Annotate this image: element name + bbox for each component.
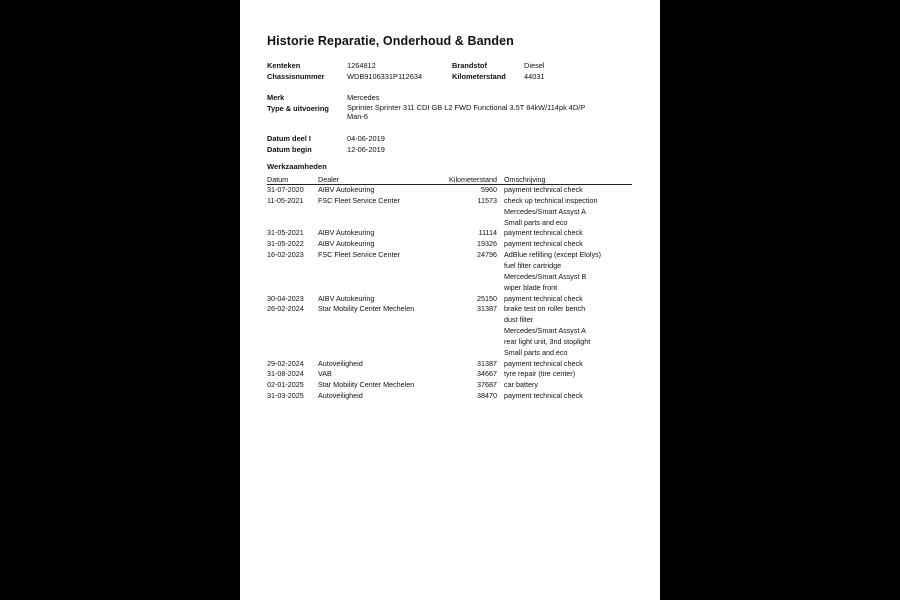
cell-dealer: AIBV Autokeuring	[318, 228, 375, 238]
table-row	[240, 207, 660, 218]
chassis-label: Chassisnummer	[267, 72, 325, 81]
cell-km: 31387	[477, 358, 497, 368]
cell-date: 31-03-2025	[267, 391, 304, 401]
cell-desc: payment technical check	[504, 391, 583, 401]
cell-desc: dust filter	[504, 315, 534, 325]
table-row	[240, 283, 660, 294]
cell-desc: payment technical check	[504, 228, 583, 238]
table-row	[240, 228, 660, 239]
cell-dealer: AIBV Autokeuring	[318, 293, 375, 303]
datum-deel-value: 04-06-2019	[347, 134, 385, 143]
table-row	[240, 261, 660, 272]
cell-km: 5960	[481, 185, 497, 194]
kenteken-label: Kenteken	[267, 61, 301, 70]
cell-dealer: AIBV Autokeuring	[318, 185, 375, 194]
cell-km: 37687	[477, 380, 497, 390]
merk-label: Merk	[267, 93, 285, 102]
table-row	[240, 391, 660, 402]
cell-desc: rear light unit, 3nd stoplight	[504, 336, 591, 346]
cell-desc: payment technical check	[504, 239, 583, 249]
table-row	[240, 196, 660, 207]
cell-desc: car battery	[504, 380, 538, 390]
cell-dealer: FSC Fleet Service Center	[318, 195, 400, 205]
cell-desc: payment technical check	[504, 358, 583, 368]
table-row	[240, 272, 660, 283]
cell-dealer: Autoveiligheid	[318, 391, 363, 401]
brandstof-value: Diesel	[524, 61, 545, 70]
cell-desc: brake test on roller bench	[504, 304, 586, 314]
cell-date: 30-04-2023	[267, 293, 304, 303]
cell-desc: tyre repair (tire center)	[504, 369, 576, 379]
kenteken-value: 1264812	[347, 61, 376, 70]
cell-date: 31-07-2020	[267, 185, 304, 194]
document-page	[240, 0, 660, 600]
cell-desc: payment technical check	[504, 293, 583, 303]
col-header-date: Datum	[267, 175, 289, 184]
cell-date: 31-05-2021	[267, 228, 304, 238]
cell-date: 02-01-2025	[267, 380, 304, 390]
merk-value: Mercedes	[347, 93, 380, 102]
cell-desc: Small parts and eco	[504, 217, 568, 227]
km-label: Kilometerstand	[452, 72, 506, 81]
table-row	[240, 337, 660, 348]
cell-desc: Mercedes/Smart Assyst A	[504, 206, 586, 216]
table-row	[240, 294, 660, 305]
table-row	[240, 326, 660, 337]
cell-desc: wiper blade front	[504, 282, 558, 292]
table-row	[240, 315, 660, 326]
cell-date: 31-05-2022	[267, 239, 304, 249]
table-row	[240, 380, 660, 391]
page-title: Historie Reparatie, Onderhoud & Banden	[267, 34, 514, 48]
cell-desc: payment technical check	[504, 185, 583, 194]
cell-date: 26-02-2024	[267, 304, 304, 314]
col-header-dealer: Dealer	[318, 175, 340, 184]
cell-dealer: Star Mobility Center Mechelen	[318, 304, 415, 314]
cell-desc: fuel filter cartridge	[504, 260, 562, 270]
section-title: Werkzaamheden	[267, 162, 327, 171]
table-row	[240, 185, 660, 196]
table-row	[240, 304, 660, 315]
cell-date: 16-02-2023	[267, 250, 304, 260]
col-header-km: Kilometerstand	[449, 175, 497, 184]
cell-dealer: VAB	[318, 369, 332, 379]
table-row	[240, 250, 660, 261]
chassis-value: WDB9106331P112634	[347, 72, 423, 81]
cell-km: 31387	[477, 304, 497, 314]
cell-desc: Mercedes/Smart Assyst A	[504, 326, 586, 336]
cell-km: 19326	[477, 239, 497, 249]
datum-begin-value: 12-06-2019	[347, 145, 385, 154]
cell-desc: check up technical inspection	[504, 195, 598, 205]
cell-dealer: Star Mobility Center Mechelen	[318, 380, 415, 390]
cell-dealer: FSC Fleet Service Center	[318, 250, 400, 260]
cell-km: 34667	[477, 369, 497, 379]
datum-deel-label: Datum deel I	[267, 134, 311, 143]
cell-km: 11573	[477, 195, 497, 205]
cell-km: 24796	[477, 250, 497, 260]
cell-desc: Small parts and eco	[504, 347, 568, 357]
km-value: 44031	[524, 72, 545, 81]
type-value: Sprinter Sprinter 311 CDI GB L2 FWD Functional 3.5T 84kW/114pk 4D/P Man-6	[347, 103, 586, 121]
brandstof-label: Brandstof	[452, 61, 487, 70]
table-row	[240, 239, 660, 250]
cell-date: 31-08-2024	[267, 369, 304, 379]
cell-km: 38470	[477, 391, 497, 401]
cell-desc: Mercedes/Smart Assyst B	[504, 271, 587, 281]
cell-date: 29-02-2024	[267, 358, 304, 368]
col-header-desc: Omschrijving	[504, 175, 546, 184]
cell-dealer: Autoveiligheid	[318, 358, 363, 368]
table-row	[240, 348, 660, 359]
type-label: Type & uitvoering	[267, 104, 329, 113]
table-row	[240, 369, 660, 380]
cell-date: 11-05-2021	[267, 195, 304, 205]
cell-desc: AdBlue refilling (except Elolys)	[504, 250, 602, 260]
cell-dealer: AIBV Autokeuring	[318, 239, 375, 249]
table-row	[240, 218, 660, 229]
table-row	[240, 359, 660, 370]
datum-begin-label: Datum begin	[267, 145, 312, 154]
cell-km: 11114	[478, 228, 497, 238]
cell-km: 25150	[477, 293, 497, 303]
